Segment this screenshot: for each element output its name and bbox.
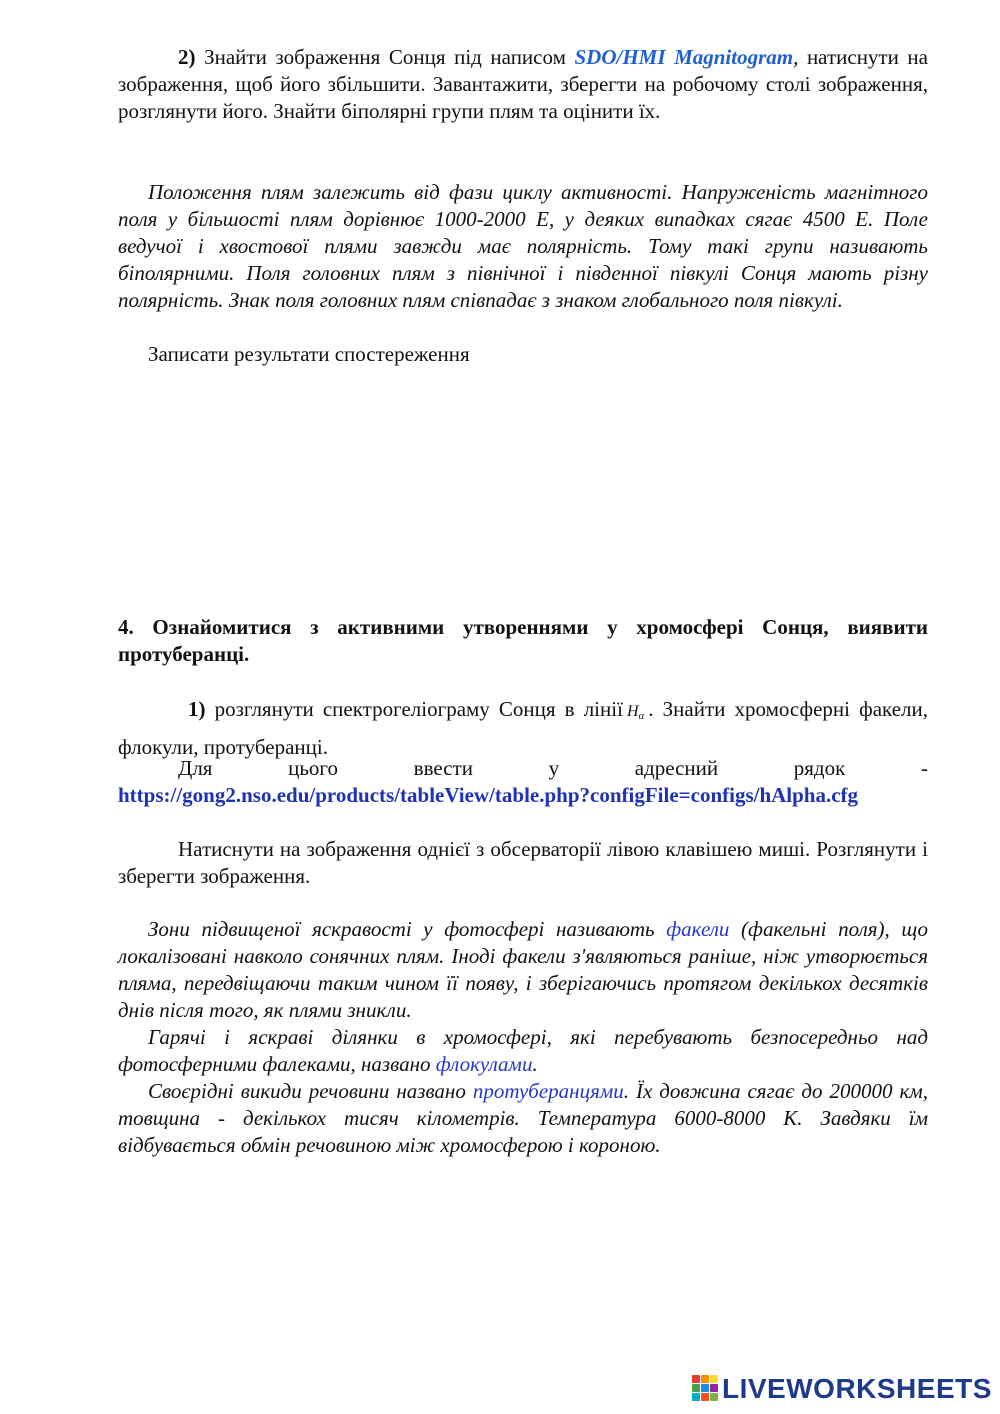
address-word: ввести — [413, 756, 473, 780]
gong-url-link[interactable]: https://gong2.nso.edu/products/tableView/table.php?configFile=configs/hAlpha.cfg — [118, 783, 859, 807]
h-alpha-subscript: α — [638, 710, 645, 722]
step1-paragraph — [118, 694, 928, 763]
prominences-text-after: . Їх довжина сягає до 200000 км, товщина - декількох тисяч кілометрів. Температура 6000-8000 К. Завдяки їм відбувається обмін речовиною між хромосферою і короною. — [118, 1079, 928, 1157]
h-alpha-letter: H — [626, 703, 639, 720]
logo-cell — [701, 1393, 709, 1401]
step1-number: 1) — [188, 697, 206, 721]
prominences-term: протуберанцями — [472, 1079, 624, 1103]
magnitogram-link[interactable]: SDO/HMI Magnitogram — [574, 45, 794, 69]
prominences-text-before: Своєрідні викиди речовини названо — [148, 1079, 473, 1103]
step2-text-before: Знайти зображення Сонця під написом — [195, 45, 575, 69]
logo-text: LIVEWORKSHEETS — [722, 1373, 992, 1404]
address-word: - — [920, 756, 928, 780]
address-word: цього — [288, 756, 339, 780]
faculae-term: факели — [666, 917, 730, 941]
flocculi-paragraph — [118, 1024, 928, 1078]
logo-cell — [710, 1375, 718, 1383]
logo-cell — [710, 1384, 718, 1392]
address-words-line — [118, 755, 928, 782]
address-word: у — [548, 756, 560, 780]
logo-cell — [692, 1384, 700, 1392]
logo-cell — [701, 1384, 709, 1392]
logo-cell — [692, 1375, 700, 1383]
liveworksheets-logo[interactable] — [692, 1374, 992, 1404]
faculae-text-after: (факельні поля), що локалізовані навколо сонячних плям. Іноді факели з'являються раніше, ніж утворюється пляма, передвіщаючи таким чином її появу, і зберігаючись протягом декількох десятків днів після того, як плями зникли. — [118, 917, 929, 1022]
step2-number: 2) — [178, 45, 196, 69]
faculae-text-before: Зони підвищеної яскравості у фотосфері називають — [148, 917, 667, 941]
section4-title: 4. Ознайомитися з активними утвореннями у хромосфері Сонця, виявити протуберанці. — [118, 615, 928, 666]
logo-cell — [701, 1375, 709, 1383]
prominences-paragraph — [118, 1078, 928, 1159]
sunspot-info-paragraph: Положення плям залежить від фази циклу активності. Напруженість магнітного поля у більшості плям дорівнює 1000-2000 Е, у деяких випадках сягає 4500 Е. Поле ведучої і хвостової плями завжди має полярність. Тому такі групи називають біполярними. Поля головних плям з північної і південної півкулі Сонця мають різну полярність. Знак поля головних плям співпадає з знаком глобального поля півкулі. — [118, 180, 928, 312]
record-instruction: Записати результати спостереження — [148, 342, 470, 366]
logo-cell — [692, 1393, 700, 1401]
step2-paragraph — [118, 44, 928, 125]
step2-text-after: , натиснути на зображення, щоб його збільшити. Завантажити, зберегти на робочому столі зображення, розглянути його. Знайти біполярні групи плям та оцінити їх. — [118, 45, 928, 123]
address-word: Для — [178, 756, 213, 780]
h-alpha-symbol — [623, 703, 648, 720]
address-instruction — [118, 755, 928, 809]
flocculi-text-after: . — [532, 1052, 538, 1076]
step1-text-after: . Знайти хромосферні факели, флокули, протуберанці. — [118, 697, 928, 759]
step1-text-before: розглянути спектрогеліограму Сонця в лінії — [205, 697, 623, 721]
logo-cell — [710, 1393, 718, 1401]
logo-grid-icon — [692, 1375, 718, 1403]
faculae-paragraph — [118, 916, 928, 1024]
flocculi-text-before: Гарячі і яскраві ділянки в хромосфері, які перебувають безпосередньо над фотосферними фалеками, названо — [118, 1025, 928, 1076]
click-instruction: Натиснути на зображення однієї з обсерваторії лівою клавішею миші. Розглянути і зберегти зображення. — [118, 837, 928, 888]
address-word: адресний — [634, 756, 719, 780]
address-word: рядок — [793, 756, 846, 780]
flocculi-term: флокулами — [435, 1052, 533, 1076]
